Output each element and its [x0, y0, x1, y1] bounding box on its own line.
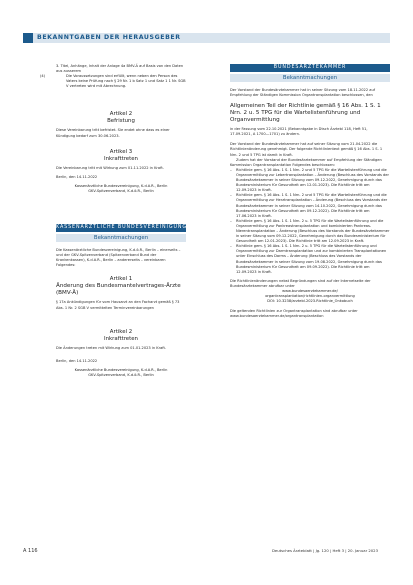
article-2-text: Diese Vereinbarung tritt befristet. Sie endet ohne dass es einer Kündigung bedarf zum 30.06.2023. — [56, 128, 170, 138]
article-2-subtitle: Befristung — [107, 118, 135, 125]
article-3-subtitle: Inkrafttreten — [104, 155, 138, 162]
article-1-title: Artikel 1 — [109, 276, 133, 283]
header-title: BEKANNTGABEN DER HERAUSGEBER — [37, 34, 181, 41]
list-item: – Richtlinie gem. § 16 Abs. 1 S. 1 Nrn. 2 und 5 TPG für die Wartelistenführung und die Organvermittlung zur Lebertransplantation – Änderung (Beschluss des Vorstands der Bundesärztekammer in seiner Sitzung vom 09.12.2022, Genehmigung durch das Bundesministerium für Gesundheit am 12.01.2023). Die Richtlinie tritt am 12.09.2023 in Kraft. — [230, 168, 390, 193]
subbar-baek — [230, 74, 390, 82]
article-2b-subtitle: Inkrafttreten — [104, 335, 138, 342]
item-4-text: Die Voraussetzungen sind erfüllt, wenn neben den Person des Vaters keine Prüfung nach § 29 Nr. 1 b Satz 1 und Satz 1 1 Nr. SGB V vertreten wird mit Abrechnung. — [66, 74, 186, 89]
place-date-1: Berlin, den 14.11.2022 — [56, 174, 98, 179]
baek-text-3: Der Vorstand der Bundesärztekammer hat auf seiner Sitzung vom 21.04.2022 die Richtlinienänderung genehmigt. Der folgende Richtlinientext gemäß § 16 Abs. 1 S. 1 Nrn. 2 und 5 TPG ist damit in Kraft. — [230, 142, 383, 157]
list-item: – Richtlinie gem. § 16 Abs. 1 S. 1 Nrn. 2 u. 5 TPG für die Wartelistenführung und Organvermittlung zur Darmtransplantation und zur kombinierten Transplantationen unter Einschluss des Darms – Änderung (Beschluss des Vorstands der Bundesärztekammer in seiner Sitzung vom 19.08.2022, Genehmigung durch das Bundesministerium für Gesundheit am 09.09.2022). Die Richtlinie tritt am 12.09.2023 in Kraft. — [230, 244, 390, 275]
signature-kbv-2: Kassenärztliche Bundesvereinigung, K.d.ö.R., Berlin — [74, 367, 168, 372]
baek-text-5: Die Richtlinienänderungen nebst Begründungen sind auf der Internetseite der Bundesärztekammer abrufbar unter — [230, 278, 371, 288]
article-2-title: Artikel 2 — [109, 111, 133, 118]
section-bar-kbv — [56, 224, 186, 232]
baek-text-2: in der Fassung vom 22.10.2021 (Bekanntgabe in Dtsch Ärztebl 118, Heft 51, 17.09.2021, A 1700—1701) zu ändern. — [230, 127, 368, 137]
page-number: A 116 — [23, 548, 38, 554]
header-accent-mark — [23, 33, 33, 43]
item-4-number: (4) — [40, 74, 46, 79]
article-3-text: Die Vereinbarung tritt mit Wirkung zum 01.11.2022 in Kraft. — [56, 165, 164, 170]
list-item: – Richtlinie gem. § 16 Abs. 1 S. 1 Nrn. 2 und 5 TPG für die Wartelistenführung und die Organvermittlung zur Herztransplantation – Änderung (Beschluss des Vorstands der Bundesärztekammer in seiner Sitzung vom 14.10.2022, Genehmigung durch das Bundesministerium für Gesundheit am 09.12.2022). Die Richtlinie tritt am 17.06.2023 in Kraft. — [230, 193, 390, 218]
subbar-title-baek: Bekanntmachungen — [282, 74, 338, 81]
place-date-2: Berlin, den 14.11.2022 — [56, 358, 98, 363]
section-title-kbv: KASSENÄRZTLICHE BUNDESVEREINIGUNG — [56, 225, 187, 231]
article-2b-text: Die Änderungen treten mit Wirkung zum 01.01.2023 in Kraft. — [56, 345, 167, 350]
baek-intro: Der Vorstand der Bundesärztekammer hat in seiner Sitzung vom 18.11.2022 auf Empfehlung der Ständigen Kommission Organtransplantation beschlossen, den — [230, 88, 376, 98]
section-title-baek: BUNDESÄRZTEKAMMER — [273, 65, 347, 70]
subbar-title-kbv: Bekanntmachungen — [93, 234, 149, 241]
article-1-text: § 17a Ankündigungen für vom Hausarzt an den Facharzt gemäß § 73 Abs. 1 Nr. 2 SGB V vermittelten Terminvereinbarungen — [56, 300, 180, 310]
signature-kbv-1: Kassenärztliche Bundesvereinigung, K.d.ö.R., Berlin — [74, 183, 168, 188]
richtlinie-heading: Allgemeinen Teil der Richtlinie gemäß § 16 Abs. 1 S. 1 Nrn. 2 u. 5 TPG für die Wartelistenführung und Organvermittlung — [230, 103, 381, 124]
article-2b-title: Artikel 2 — [109, 328, 133, 335]
doi-line: DOI: 10.3238/arztebl.2023.Richtlinie_Onkobuch — [267, 299, 353, 304]
url-line-2[interactable]: organtransplantation/richtlinien-organvermittlung — [265, 294, 355, 299]
signature-gkv-1: GKV-Spitzenverband, K.d.ö.R., Berlin — [88, 188, 154, 193]
list-item: – Richtlinie gem. § 16 Abs. 1 S. 1 Nrn. 2 u. 5 TPG für die Wartelistenführung und die Organvermittlung zur Pankreastransplantation und kombinierten Pankreas-Nierentransplantation – Änderung (Beschluss des Vorstands der Bundesärztekammer in seiner Sitzung vom 09.12.2022, Genehmigung durch das Bundesministerium für Gesundheit am 12.01.2023). Die Richtlinie tritt am 12.09.2023 in Kraft. — [230, 219, 390, 244]
header-bar — [23, 33, 390, 43]
item-3: 3. Titel, Anhänge, Inhalt der Anlage 4a BMV-Ä auf Basis von den Daten aus ausserem — [56, 64, 184, 74]
kbv-intro: Die Kassenärztliche Bundesvereinigung, K.d.ö.R., Berlin – einerseits – und der GKV-Spitzenverband (Spitzenverband Bund der Krankenkassen), K.d.ö.R., Berlin – andererseits – vereinbaren Folgendes: — [56, 248, 181, 268]
baek-text-4: Zudem hat der Vorstand der Bundesärztekammer auf Empfehlung der Ständigen Kommission Organtransplantation Folgendes beschlossen: — [230, 157, 382, 167]
signature-gkv-2: GKV-Spitzenverband, K.d.ö.R., Berlin — [88, 372, 154, 377]
item-4 — [40, 74, 186, 89]
section-bar-baek — [230, 64, 390, 72]
right-column — [230, 64, 390, 319]
url-line-1[interactable]: www.bundesaerztekammer.de/ — [282, 289, 338, 293]
left-column — [40, 64, 187, 378]
article-3-title: Artikel 3 — [109, 148, 133, 155]
baek-text-6: Die geltenden Richtlinien zur Organtransplantation sind abrufbar unter www.bundesaerztekammer.de/organtransplantation — [230, 309, 358, 319]
article-1-heading: Änderung des Bundesmantelvertrages-Ärzte (BMV-Ä) — [56, 283, 181, 297]
subbar-kbv — [56, 234, 186, 242]
journal-footer: Deutsches Ärzteblatt | Jg. 120 | Heft 3 | 20. Januar 2023 — [272, 548, 378, 553]
